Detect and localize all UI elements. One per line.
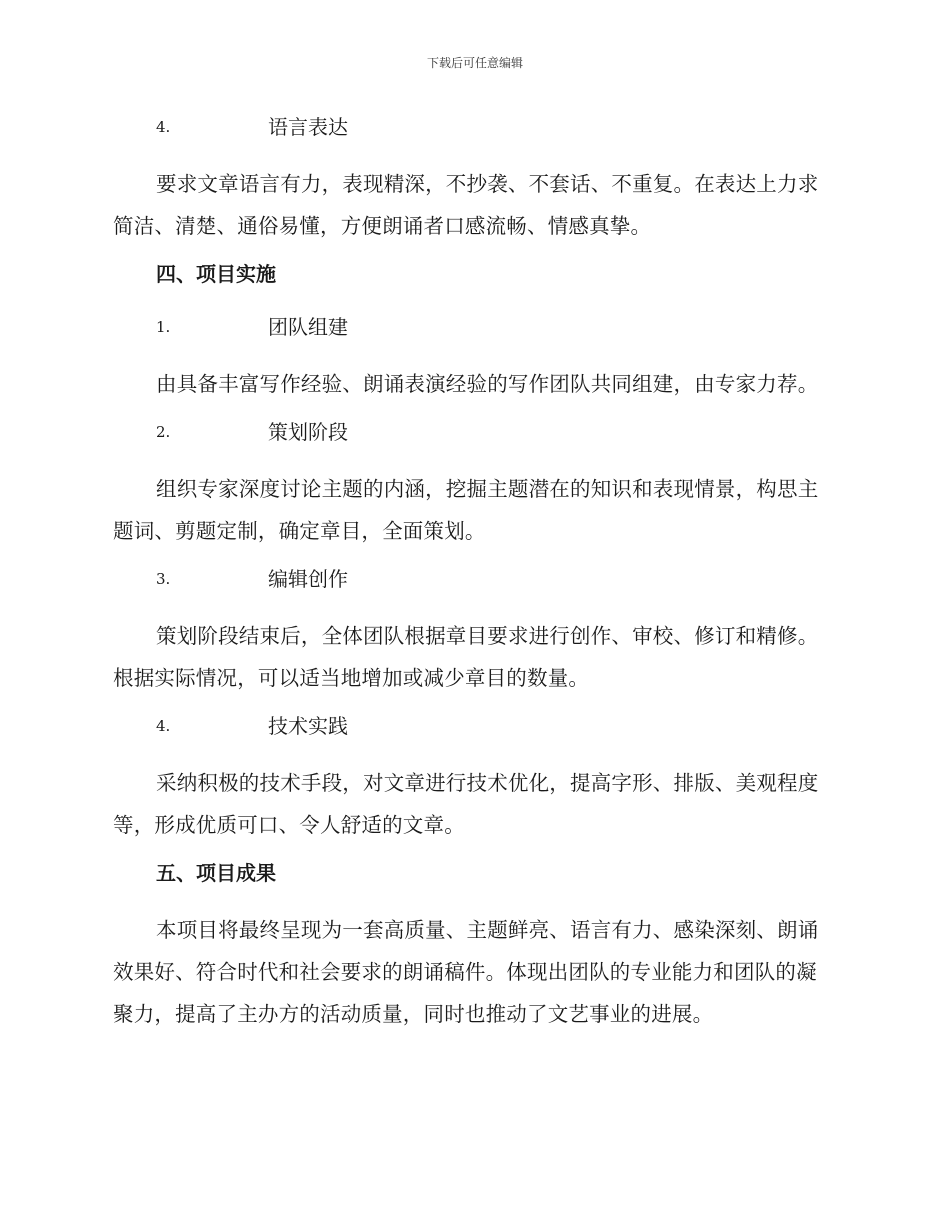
section-heading: 四、项目实施	[156, 262, 276, 286]
document-body	[113, 110, 837, 1045]
numbered-item	[113, 110, 837, 144]
item-title: 语言表达	[268, 115, 348, 139]
item-number: 4.	[156, 118, 171, 136]
page-header: 下载后可任意编辑	[426, 56, 523, 70]
paragraph: 组织专家深度讨论主题的内涵，挖掘主题潜在的知识和表现情景，构思主题词、剪题定制，确定章目，全面策划。	[113, 477, 819, 543]
item-number: 2.	[156, 423, 171, 441]
numbered-item	[113, 415, 837, 449]
item-title: 技术实践	[268, 714, 348, 738]
item-title: 编辑创作	[268, 567, 348, 591]
paragraph: 采纳积极的技术手段，对文章进行技术优化，提高字形、排版、美观程度等，形成优质可口、令人舒适的文章。	[113, 771, 819, 837]
item-number: 4.	[156, 717, 171, 735]
item-number: 1.	[156, 318, 171, 336]
item-title: 策划阶段	[268, 420, 348, 444]
numbered-item	[113, 310, 837, 344]
numbered-item	[113, 709, 837, 743]
section-heading: 五、项目成果	[156, 861, 276, 885]
item-number: 3.	[156, 570, 171, 588]
paragraph: 要求文章语言有力，表现精深，不抄袭、不套话、不重复。在表达上力求简洁、清楚、通俗易懂，方便朗诵者口感流畅、情感真挚。	[113, 172, 819, 238]
item-title: 团队组建	[268, 315, 348, 339]
paragraph: 策划阶段结束后，全体团队根据章目要求进行创作、审校、修订和精修。根据实际情况，可以适当地增加或减少章目的数量。	[113, 624, 819, 690]
paragraph: 由具备丰富写作经验、朗诵表演经验的写作团队共同组建，由专家力荐。	[156, 372, 819, 396]
paragraph: 本项目将最终呈现为一套高质量、主题鲜亮、语言有力、感染深刻、朗诵效果好、符合时代和社会要求的朗诵稿件。体现出团队的专业能力和团队的凝聚力，提高了主办方的活动质量，同时也推动了文艺事业的进展。	[113, 918, 819, 1026]
numbered-item	[113, 562, 837, 596]
